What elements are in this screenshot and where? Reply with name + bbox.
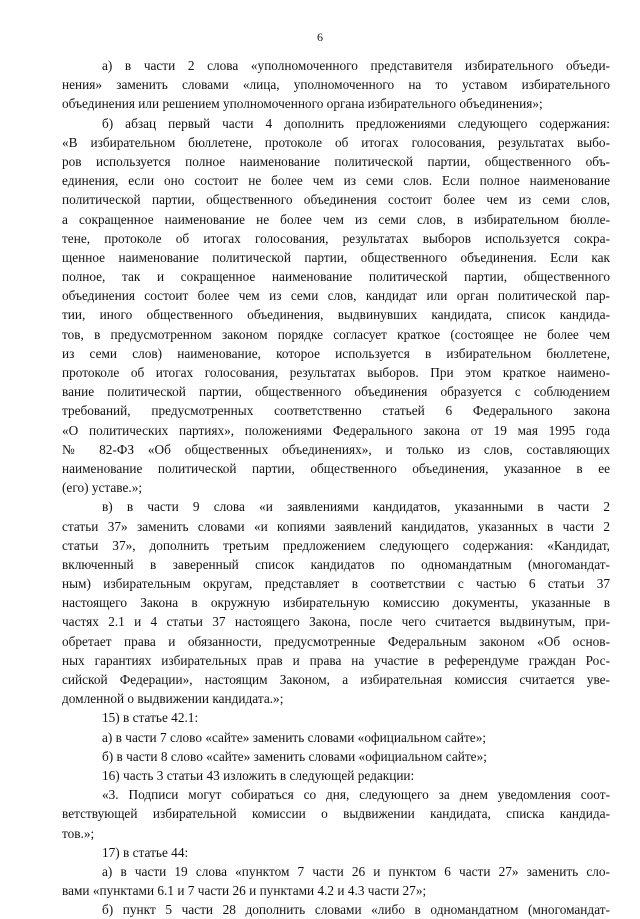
text-line: щенное наименование политической партии, общественного объединения. Если как: [62, 249, 610, 265]
body-text: [62, 56, 610, 919]
text-line: б) абзац первый части 4 дополнить предложениями следующего содержания:: [102, 115, 610, 131]
text-line: а) в части 2 слова «уполномоченного представителя избирательного объеди-: [102, 58, 610, 73]
text-line: из семи слов) наименование, которое используется в избирательном бюллетене,: [62, 345, 610, 361]
text-line: тии, иного общественного объединения, выдвинувших кандидата, список кандида-: [62, 307, 610, 323]
text-line: № 82-ФЗ «Об общественных объединениях», и только из слов, составляющих: [62, 441, 610, 457]
text-line: требований, предусмотренных соответственно статьей 6 Федерального закона: [62, 403, 610, 419]
text-line: вание политической партии, общественного объединения образуется с соблюдением: [62, 384, 610, 400]
text-line: а сокращенное наименование не более чем из семи слов, в избирательном бюлле-: [62, 211, 610, 227]
text-line: объединения состоит более чем из семи слов, кандидат или орган политической пар-: [62, 288, 610, 304]
text-line: вами «пунктами 6.1 и 7 части 26 и пунктами 4.2 и 4.3 части 27»;: [62, 883, 427, 899]
text-line: протоколе об итогах голосования, результатах выборов. При этом краткое наимено-: [62, 365, 610, 380]
text-line: статьи 37», дополнить третьим предложением следующего содержания: «Кандидат,: [62, 537, 610, 553]
text-line: полное, так и сокращенное наименование политической партии, общественного: [62, 269, 610, 285]
text-line: б) пункт 5 части 28 дополнить словами «либо в одномандатном (многомандат-: [102, 902, 610, 918]
text-line: нения» заменить словами «лица, уполномоченного на то уставом избирательного: [62, 77, 610, 93]
text-line: объединения или решением уполномоченного органа избирательного объединения»;: [62, 96, 543, 112]
text-line: настоящего Закона в окружную избирательную комиссию документы, указанные в: [62, 595, 610, 611]
text-line: тене, протоколе об итогах голосования, результатах выборов используется сокра-: [62, 230, 610, 246]
text-line: частях 2.1 и 4 статьи 37 настоящего Закона, после чего считается выдвинутым, при-: [62, 614, 610, 630]
text-line: единения, если оно состоит не более чем из семи слов. Если полное наименование: [62, 173, 610, 189]
text-line: тов, в предусмотренном законом порядке согласует краткое (состоящее не более чем: [62, 326, 610, 342]
text-line: а) в части 7 слово «сайте» заменить словами «официальном сайте»;: [102, 729, 487, 745]
text-line: сийской Федерации», настоящим Законом, а избирательная комиссия считается уве-: [62, 672, 610, 687]
text-line: обретает права и обязанности, предусмотренные Федеральным законом «Об основ-: [62, 633, 610, 649]
text-line: «В избирательном бюллетене, протоколе об итогах голосования, результатах выбо-: [62, 134, 610, 150]
text-line: включенный в заверенный список кандидатов по одномандатным (многомандат-: [62, 556, 610, 572]
text-line: ных гарантиях избирательных прав и права на участие в референдуме граждан Рос-: [62, 652, 610, 668]
text-line: политической партии, общественного объединения состоит более чем из семи слов,: [62, 192, 610, 208]
text-line: 16) часть 3 статьи 43 изложить в следующей редакции:: [102, 767, 415, 783]
text-line: наименование политической партии, общественного объединения, указанное в ее: [62, 460, 610, 476]
text-line: 17) в статье 44:: [102, 844, 189, 860]
text-line: «О политических партиях», положениями Федерального закона от 19 мая 1995 года: [62, 422, 610, 438]
text-line: «3. Подписи могут собираться со дня, следующего за днем уведомления соот-: [102, 787, 610, 803]
text-line: 15) в статье 42.1:: [102, 710, 199, 726]
text-line: тов.»;: [62, 825, 95, 841]
page-number: 6: [317, 30, 323, 44]
text-line: б) в части 8 слово «сайте» заменить словами «официальном сайте»;: [102, 748, 487, 764]
text-line: а) в части 19 слова «пунктом 7 части 26 и пунктом 6 части 27» заменить сло-: [102, 863, 610, 879]
text-line: статьи 37» заменить словами «и копиями заявлений кандидатов, указанных в части 2: [62, 518, 610, 534]
text-line: ветствующей избирательной комиссии о выдвижении кандидата, списка кандида-: [62, 806, 610, 822]
text-line: (его) уставе.»;: [62, 480, 143, 496]
text-line: ров используется полное наименование политической партии, общественного объ-: [62, 153, 610, 169]
text-line: в) в части 9 слова «и заявлениями кандидатов, указанными в части 2: [102, 499, 610, 515]
text-line: домленной о выдвижении кандидата.»;: [62, 691, 284, 707]
text-line: ным) избирательным округам, представляет в соответствии с частью 6 статьи 37: [62, 576, 610, 592]
